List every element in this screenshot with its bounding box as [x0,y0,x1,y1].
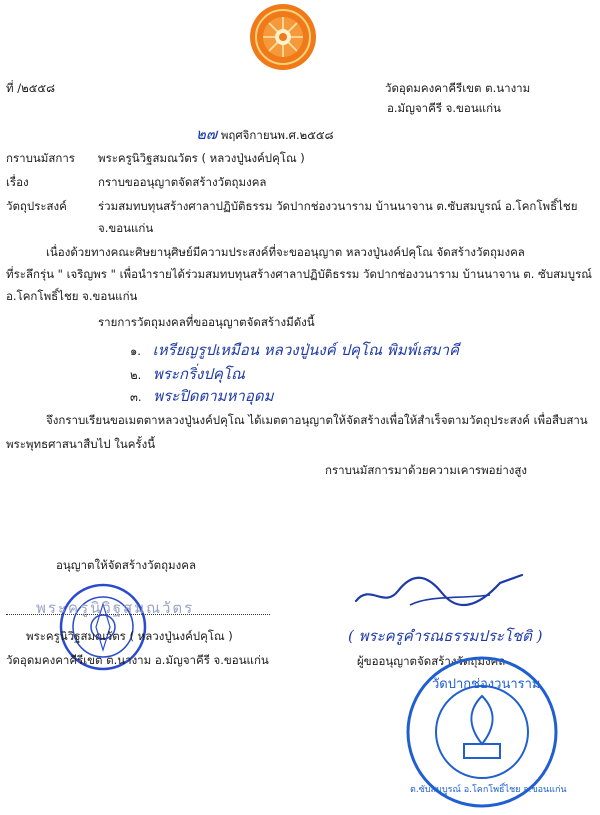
list-item [130,338,459,362]
purpose-value-line1: ร่วมสมทบทุนสร้างศาลาปฏิบัติธรรม วัดปากช่องวนาราม บ้านนาจาน ต.ซับสมบูรณ์ อ.โคกโพธิ์ไชย [98,199,578,213]
list-intro: รายการวัตถุมงคลที่ขออนุญาตจัดสร้างมีดังนี้ [98,315,315,329]
body-para1-line2: ที่ระลึกรุ่น " เจริญพร " เพื่อนำรายได้ร่วมสมทบทุนสร้างศาลาปฏิบัติธรรม วัดปากช่องวนาราม บ้านนาจาน ต. ซับสมบูรณ์ [6,267,592,281]
temple-district: อ.มัญจาคีรี จ.ขอนแก่น [387,101,501,115]
list-item-number: ๑. [130,344,141,358]
body-para1-line1: เนื่องด้วยทางคณะศิษยานุศิษย์มีความประสงค์ที่จะขออนุญาต หลวงปู่นงค์ปคุโณ จัดสร้างวัตถุมงคล [46,245,525,259]
subject-value: กราบขออนุญาตจัดสร้างวัตถุมงคล [98,175,267,189]
purpose-label: วัตถุประสงค์ [6,199,67,213]
list-item-text: พระกริ่งปคุโณ [152,365,245,383]
right-signer-role: ผู้ขออนุญาตจัดสร้างวัตถุมงคล [357,654,506,668]
closing-greeting: กราบนมัสการมาด้วยความเคารพอย่างสูง [325,463,528,477]
list-item-number: ๓. [130,390,142,404]
approval-caption: อนุญาตให้จัดสร้างวัตถุมงคล [56,558,196,572]
body-para2-line2: พระพุทธศาสนาสืบไป ในครั้งนี้ [6,437,156,451]
right-seal-text-top: วัดปากช่องวนาราม [432,677,541,692]
left-signer-affiliation: วัดอุดมคงคาคีรีเขต ต.นางาม อ.มัญจาคีรี จ.ขอนแก่น [6,653,269,667]
left-signature-stamp: พระครูนิวิฐสมณวัตร [36,599,195,617]
purpose-value-line2: จ.ขอนแก่น [98,221,154,235]
right-seal-text-bottom: ต.ซับสมบูรณ์ อ.โคกโพธิ์ไชย จ.ขอนแก่น [410,785,567,795]
list-item-text: พระปิดตามหาอุดม [153,387,274,405]
date-month-year: พฤศจิกายนพ.ศ.๒๕๕๘ [220,128,334,142]
subject-label: เรื่อง [6,175,29,189]
reference-number: ที่ /๒๕๕๘ [6,81,55,95]
letter-date [196,122,333,146]
list-item [130,384,273,408]
list-item-text: เหรียญรูปเหมือน หลวงปู่นงค์ ปคุโณ พิมพ์เสมาคี [152,341,460,359]
left-signer-name: พระครูนิวิฐสมณวัตร ( หลวงปู่นงค์ปคุโณ ) [26,629,233,643]
body-para1-line3: อ.โคกโพธิ์ไชย จ.ขอนแก่น [6,289,138,303]
right-signer-name: ( พระครูคำรณธรรมประโชติ ) [348,627,543,645]
handwritten-signature [350,565,530,615]
list-item-number: ๒. [130,368,142,382]
to-label: กราบนมัสการ [6,151,75,165]
body-para2-line1: จึงกราบเรียนขอเมตตาหลวงปู่นงค์ปคุโณ ได้เมตตาอนุญาตให้จัดสร้างเพื่อให้สำเร็จตามวัตถุประสงค์ เพื่อสืบสาน [46,413,588,427]
date-day-handwritten: ๒๗ [196,125,218,143]
to-value: พระครูนิวิฐสมณวัตร ( หลวงปู่นงค์ปคุโณ ) [98,151,305,165]
list-item [130,362,245,386]
dharma-wheel-emblem [248,2,318,72]
temple-name: วัดอุดมคงคาคีรีเขต ต.นางาม [385,81,531,95]
